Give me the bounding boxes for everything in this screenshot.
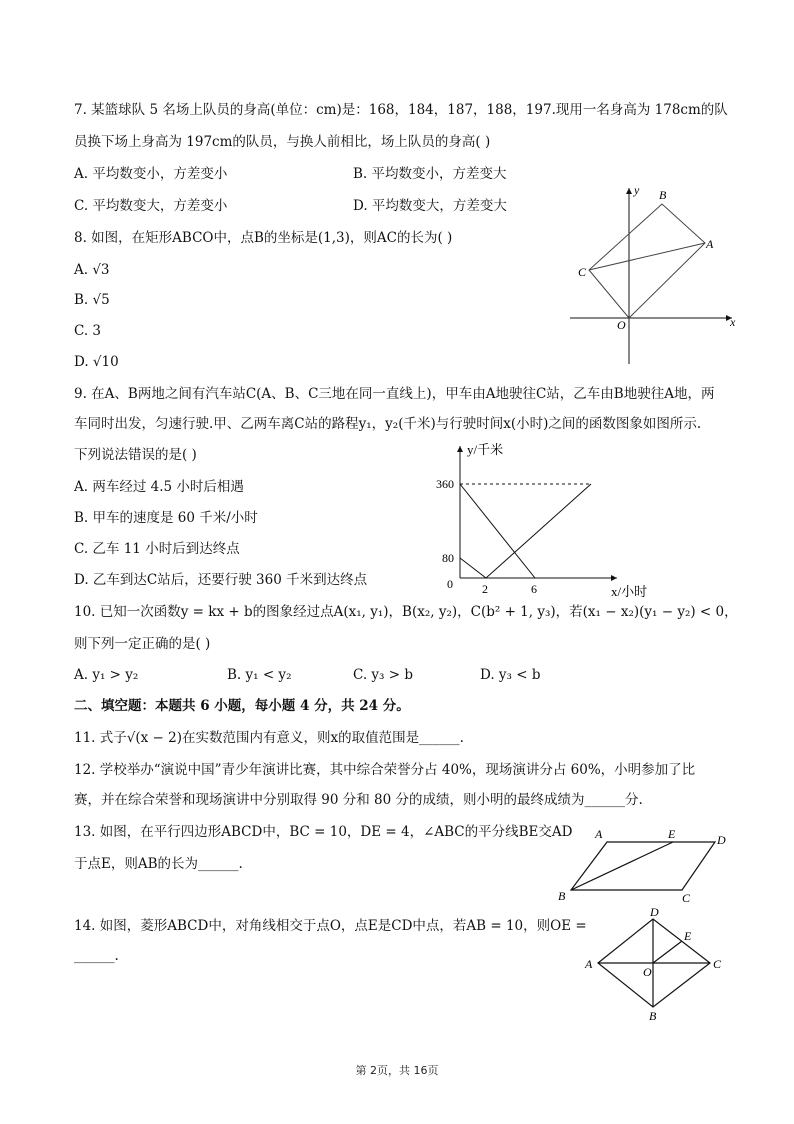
line-y1 — [460, 484, 535, 578]
segment-oe — [653, 941, 682, 963]
q8-line1: 8. 如图，在矩形ABCO中，点B的坐标是(1,3)，则AC的长为( ) — [74, 230, 453, 246]
q8-option-d: D. √10 — [74, 354, 119, 370]
q9-line3: 下列说法错误的是( ) — [74, 447, 197, 463]
q10-option-b: B. y₁ < y₂ — [227, 667, 292, 683]
x-axis-label: x/小时 — [611, 584, 648, 599]
diagonal-ac — [589, 243, 705, 270]
q9-option-b: B. 甲车的速度是 60 千米/小时 — [74, 510, 258, 526]
q10-option-c: C. y₃ > b — [353, 667, 414, 683]
q9-option-a: A. 两车经过 4.5 小时后相遇 — [74, 479, 244, 495]
q8-figure-rectangle-abco — [560, 178, 750, 368]
tick-360: 360 — [436, 477, 454, 491]
q8-option-b: B. √5 — [74, 292, 110, 308]
q14-figure-rhombus — [580, 902, 730, 1022]
q14-line1: 14. 如图，菱形ABCD中，对角线相交于点O，点E是CD中点，若AB = 10，则OE = — [74, 918, 587, 934]
q14-line2: ______. — [74, 948, 119, 964]
x-axis-label: x — [730, 315, 736, 329]
y-axis-label: y/千米 — [467, 442, 504, 457]
tick-80: 80 — [442, 551, 454, 565]
label-d: D — [650, 905, 659, 919]
label-e: E — [668, 827, 676, 841]
label-b: B — [649, 1009, 657, 1022]
q9-option-d: D. 乙车到达C站后，还要行驶 360 千米到达终点 — [74, 572, 368, 588]
bisector-be — [571, 842, 673, 890]
label-d: D — [717, 833, 726, 847]
line-y2 — [460, 484, 591, 578]
q7-line2: 员换下场上身高为 197cm的队员，与换人前相比，场上队员的身高( ) — [74, 134, 491, 150]
tick-origin: 0 — [447, 577, 453, 591]
q12-line2: 赛，并在综合荣誉和现场演讲中分别取得 90 分和 80 分的成绩，则小明的最终成绩为______分. — [74, 792, 643, 808]
tick-6: 6 — [531, 582, 537, 596]
label-c: C — [578, 265, 587, 279]
q13-line1: 13. 如图，在平行四边形ABCD中，BC = 10，DE = 4，∠ABC的平分线BE交AD — [74, 824, 573, 840]
label-c: C — [713, 957, 722, 971]
q11-line1: 11. 式子√(x − 2)在实数范围内有意义，则x的取值范围是______. — [74, 730, 464, 746]
page-footer: 第 2页，共 16页 — [355, 1064, 439, 1077]
rectangle-abco — [589, 204, 705, 318]
q10-line2: 则下列一定正确的是( ) — [74, 636, 211, 652]
q8-option-a: A. √3 — [74, 262, 110, 278]
label-e: E — [684, 929, 692, 943]
label-o: O — [643, 965, 652, 979]
q7-option-b: B. 平均数变小，方差变大 — [353, 166, 507, 182]
label-c: C — [682, 891, 691, 904]
q7-option-a: A. 平均数变小，方差变小 — [74, 166, 228, 182]
q8-option-c: C. 3 — [74, 323, 102, 339]
q9-option-c: C. 乙车 11 小时后到达终点 — [74, 541, 240, 557]
q7-line1: 7. 某篮球队 5 名场上队员的身高(单位：cm)是：168，184，187，188，197.现用一名身高为 178cm的队 — [74, 102, 728, 118]
label-o: O — [617, 318, 626, 332]
q13-figure-parallelogram — [555, 820, 735, 904]
q10-option-d: D. y₃ < b — [480, 667, 541, 683]
q10-line1: 10. 已知一次函数y = kx + b的图象经过点A(x₁, y₁)，B(x₂, y₂)，C(b² + 1, y₃)，若(x₁ − x₂)(y₁ − y₂) < 0， — [74, 604, 738, 620]
parallelogram-abcd — [571, 842, 715, 890]
label-b: B — [659, 188, 667, 202]
y-axis-label: y — [634, 183, 640, 197]
section-2-heading: 二、填空题：本题共 6 小题，每小题 4 分，共 24 分。 — [74, 698, 410, 714]
q13-line2: 于点E，则AB的长为______. — [74, 856, 243, 872]
label-a: A — [585, 957, 593, 971]
q9-line2: 车同时出发，匀速行驶.甲、乙两车离C站的路程y₁，y₂(千米)与行驶时间x(小时)之间的函数图象如图所示. — [74, 416, 702, 432]
q9-line1: 9. 在A、B两地之间有汽车站C(A、B、C三地在同一直线上)，甲车由A地驶往C站，乙车由B地驶往A地，两 — [74, 386, 715, 402]
q10-option-a: A. y₁ > y₂ — [74, 667, 139, 683]
q9-figure-distance-time-graph — [425, 438, 665, 600]
label-a: A — [595, 827, 603, 841]
q7-option-c: C. 平均数变大，方差变小 — [74, 198, 228, 214]
label-a: A — [706, 237, 714, 251]
tick-2: 2 — [482, 582, 488, 596]
q7-option-d: D. 平均数变大，方差变大 — [353, 198, 507, 214]
q12-line1: 12. 学校举办“演说中国”青少年演讲比赛，其中综合荣誉分占 40%，现场演讲分占 60%，小明参加了比 — [74, 762, 696, 778]
label-b: B — [558, 889, 566, 903]
